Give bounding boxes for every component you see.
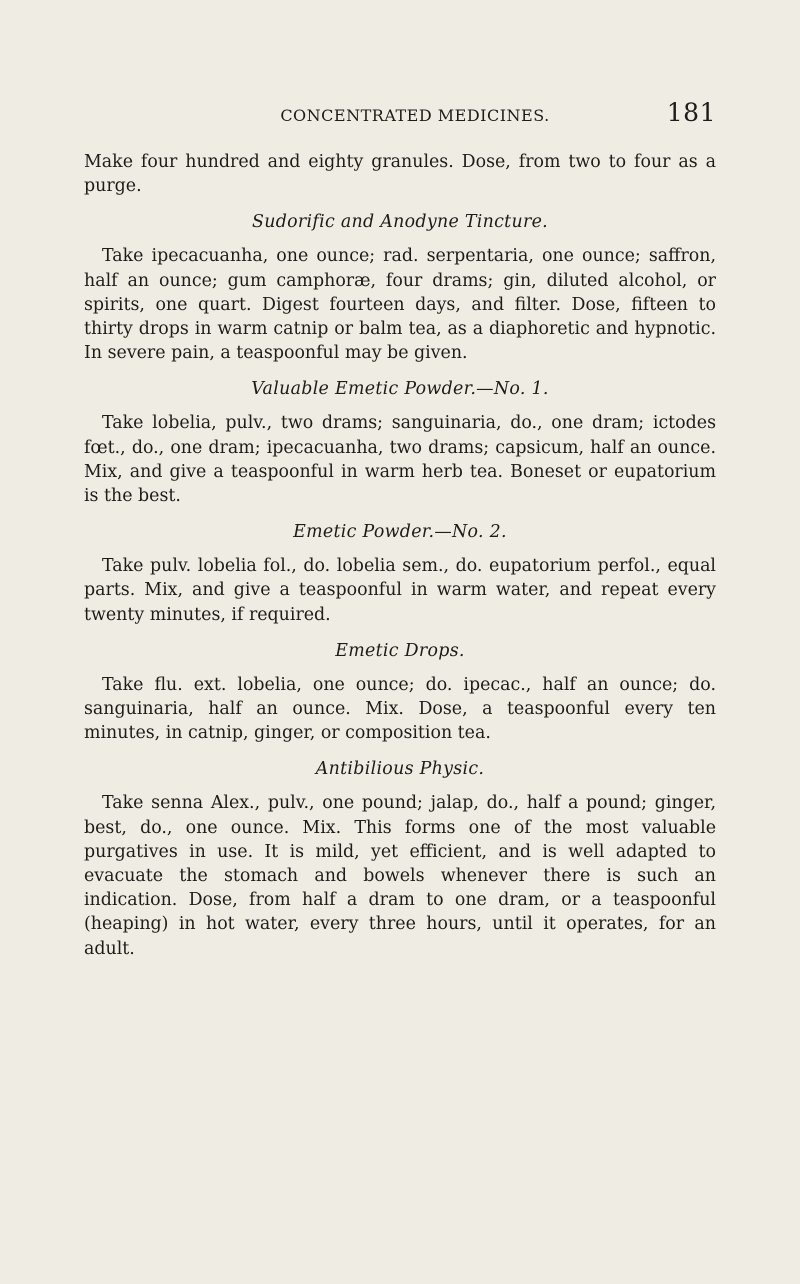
section-body-antibilious-physic: Take senna Alex., pulv., one pound; jalap, do., half a pound; ginger, best, do., one ounce. Mix. This forms one of the most valuable purgatives in use. It is mild, yet efficient, and is well adapted to evacuate the stomach and bowels whenever there is such an indication. Dose, from half a dram to one dram, or a teaspoonful (heaping) in hot water, every three hours, until it operates, for an adult. bbox=[84, 793, 716, 959]
page-number: 181 bbox=[666, 98, 716, 127]
section-body-emetic-drops: Take flu. ext. lobelia, one ounce; do. ipecac., half an ounce; do. sanguinaria, half an ounce. Mix. Dose, a teaspoonful every ten minutes, in catnip, ginger, or composition tea. bbox=[84, 674, 716, 744]
section-title-sudorific-tincture: Sudorific and Anodyne Tincture. bbox=[251, 212, 549, 233]
intro-paragraph: Make four hundred and eighty granules. Dose, from two to four as a purge. bbox=[84, 152, 716, 197]
section-title-emetic-drops: Emetic Drops. bbox=[335, 640, 465, 661]
running-head bbox=[84, 98, 716, 128]
section-body-sudorific-tincture: Take ipecacuanha, one ounce; rad. serpentaria, one ounce; saffron, half an ounce; gum camphoræ, four drams; gin, diluted alcohol, or spirits, one quart. Digest fourteen days, and filter. Dose, fifteen to thirty drops in warm catnip or balm tea, as a diaphoretic and hypnotic. In severe pain, a teaspoonful may be given. bbox=[84, 246, 716, 364]
book-page bbox=[84, 98, 716, 961]
section-title-emetic-powder-1: Valuable Emetic Powder.—No. 1. bbox=[251, 379, 549, 400]
section-title-antibilious-physic: Antibilious Physic. bbox=[315, 759, 485, 780]
section-title-emetic-powder-2: Emetic Powder.—No. 2. bbox=[293, 522, 507, 543]
section-body-emetic-powder-2: Take pulv. lobelia fol., do. lobelia sem., do. eupatorium perfol., equal parts. Mix, and give a teaspoonful in warm water, and repeat every twenty minutes, if required. bbox=[84, 556, 716, 625]
running-title: CONCENTRATED MEDICINES. bbox=[280, 106, 550, 125]
section-body-emetic-powder-1: Take lobelia, pulv., two drams; sanguinaria, do., one dram; ictodes fœt., do., one dram; ipecacuanha, two drams; capsicum, half an ounce. Mix, and give a teaspoonful in warm herb tea. Boneset or eupatorium is the best. bbox=[84, 413, 716, 507]
